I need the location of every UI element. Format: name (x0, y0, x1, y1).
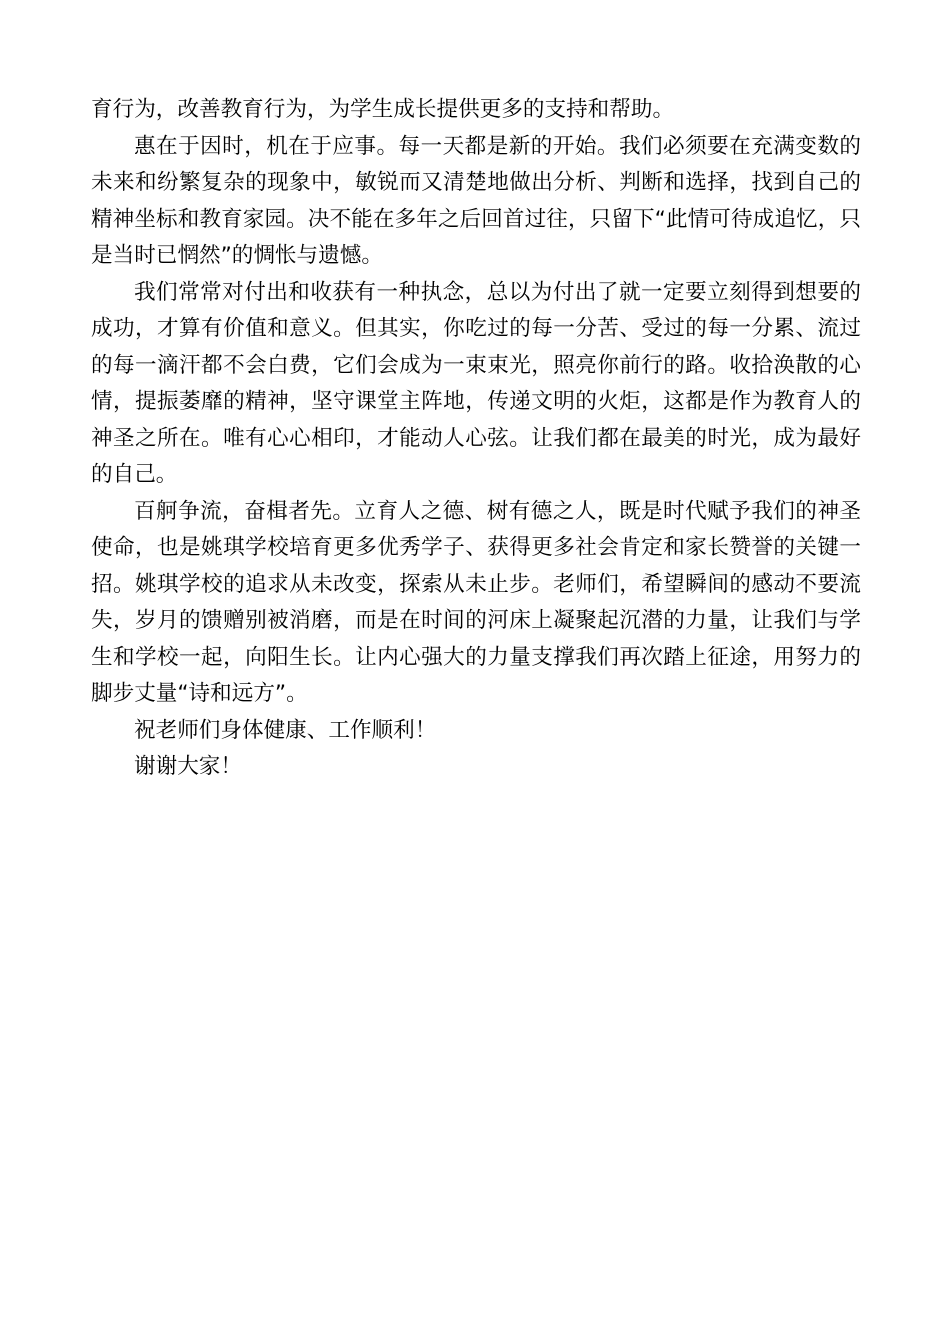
paragraph-thanks: 谢谢大家！ (134, 754, 242, 779)
paragraph-effort: 我们常常对付出和收获有一种执念，总以为付出了就一定要立刻得到想要的成功，才算有价值和意义。但其实，你吃过的每一分苦、受过的每一分累、流过的每一滴汗都不会白费，它们会成为一束束光，照亮你前行的路。收拾涣散的心情，提振萎靡的精神，坚守课堂主阵地，传递文明的火炬，这都是作为教育人的神圣之所在。唯有心心相印，才能动人心弦。让我们都在最美的时光，成为最好的自己。 (91, 279, 861, 487)
paragraph-continuation: 育行为，改善教育行为，为学生成长提供更多的支持和帮助。 (91, 97, 675, 122)
document-body (91, 92, 861, 786)
paragraph-timing: 惠在于因时，机在于应事。每一天都是新的开始。我们必须要在充满变数的未来和纷繁复杂的现象中，敏锐而又清楚地做出分析、判断和选择，找到自己的精神坐标和教育家园。决不能在多年之后回首过往，只留下“此情可待成追忆，只是当时已惘然”的惆怅与遗憾。 (91, 133, 861, 268)
paragraph-wishes: 祝老师们身体健康、工作顺利！ (134, 717, 437, 743)
paragraph-mission: 百舸争流，奋楫者先。立育人之德、树有德之人，既是时代赋予我们的神圣使命，也是姚琪学校培育更多优秀学子、获得更多社会肯定和家长赞誉的关键一招。姚琪学校的追求从未改变，探索从未止步。老师们，希望瞬间的感动不要流失，岁月的馈赠别被消磨，而是在时间的河床上凝聚起沉潜的力量，让我们与学生和学校一起，向阳生长。让内心强大的力量支撑我们再次踏上征途，用努力的脚步丈量“诗和远方”。 (91, 498, 861, 706)
